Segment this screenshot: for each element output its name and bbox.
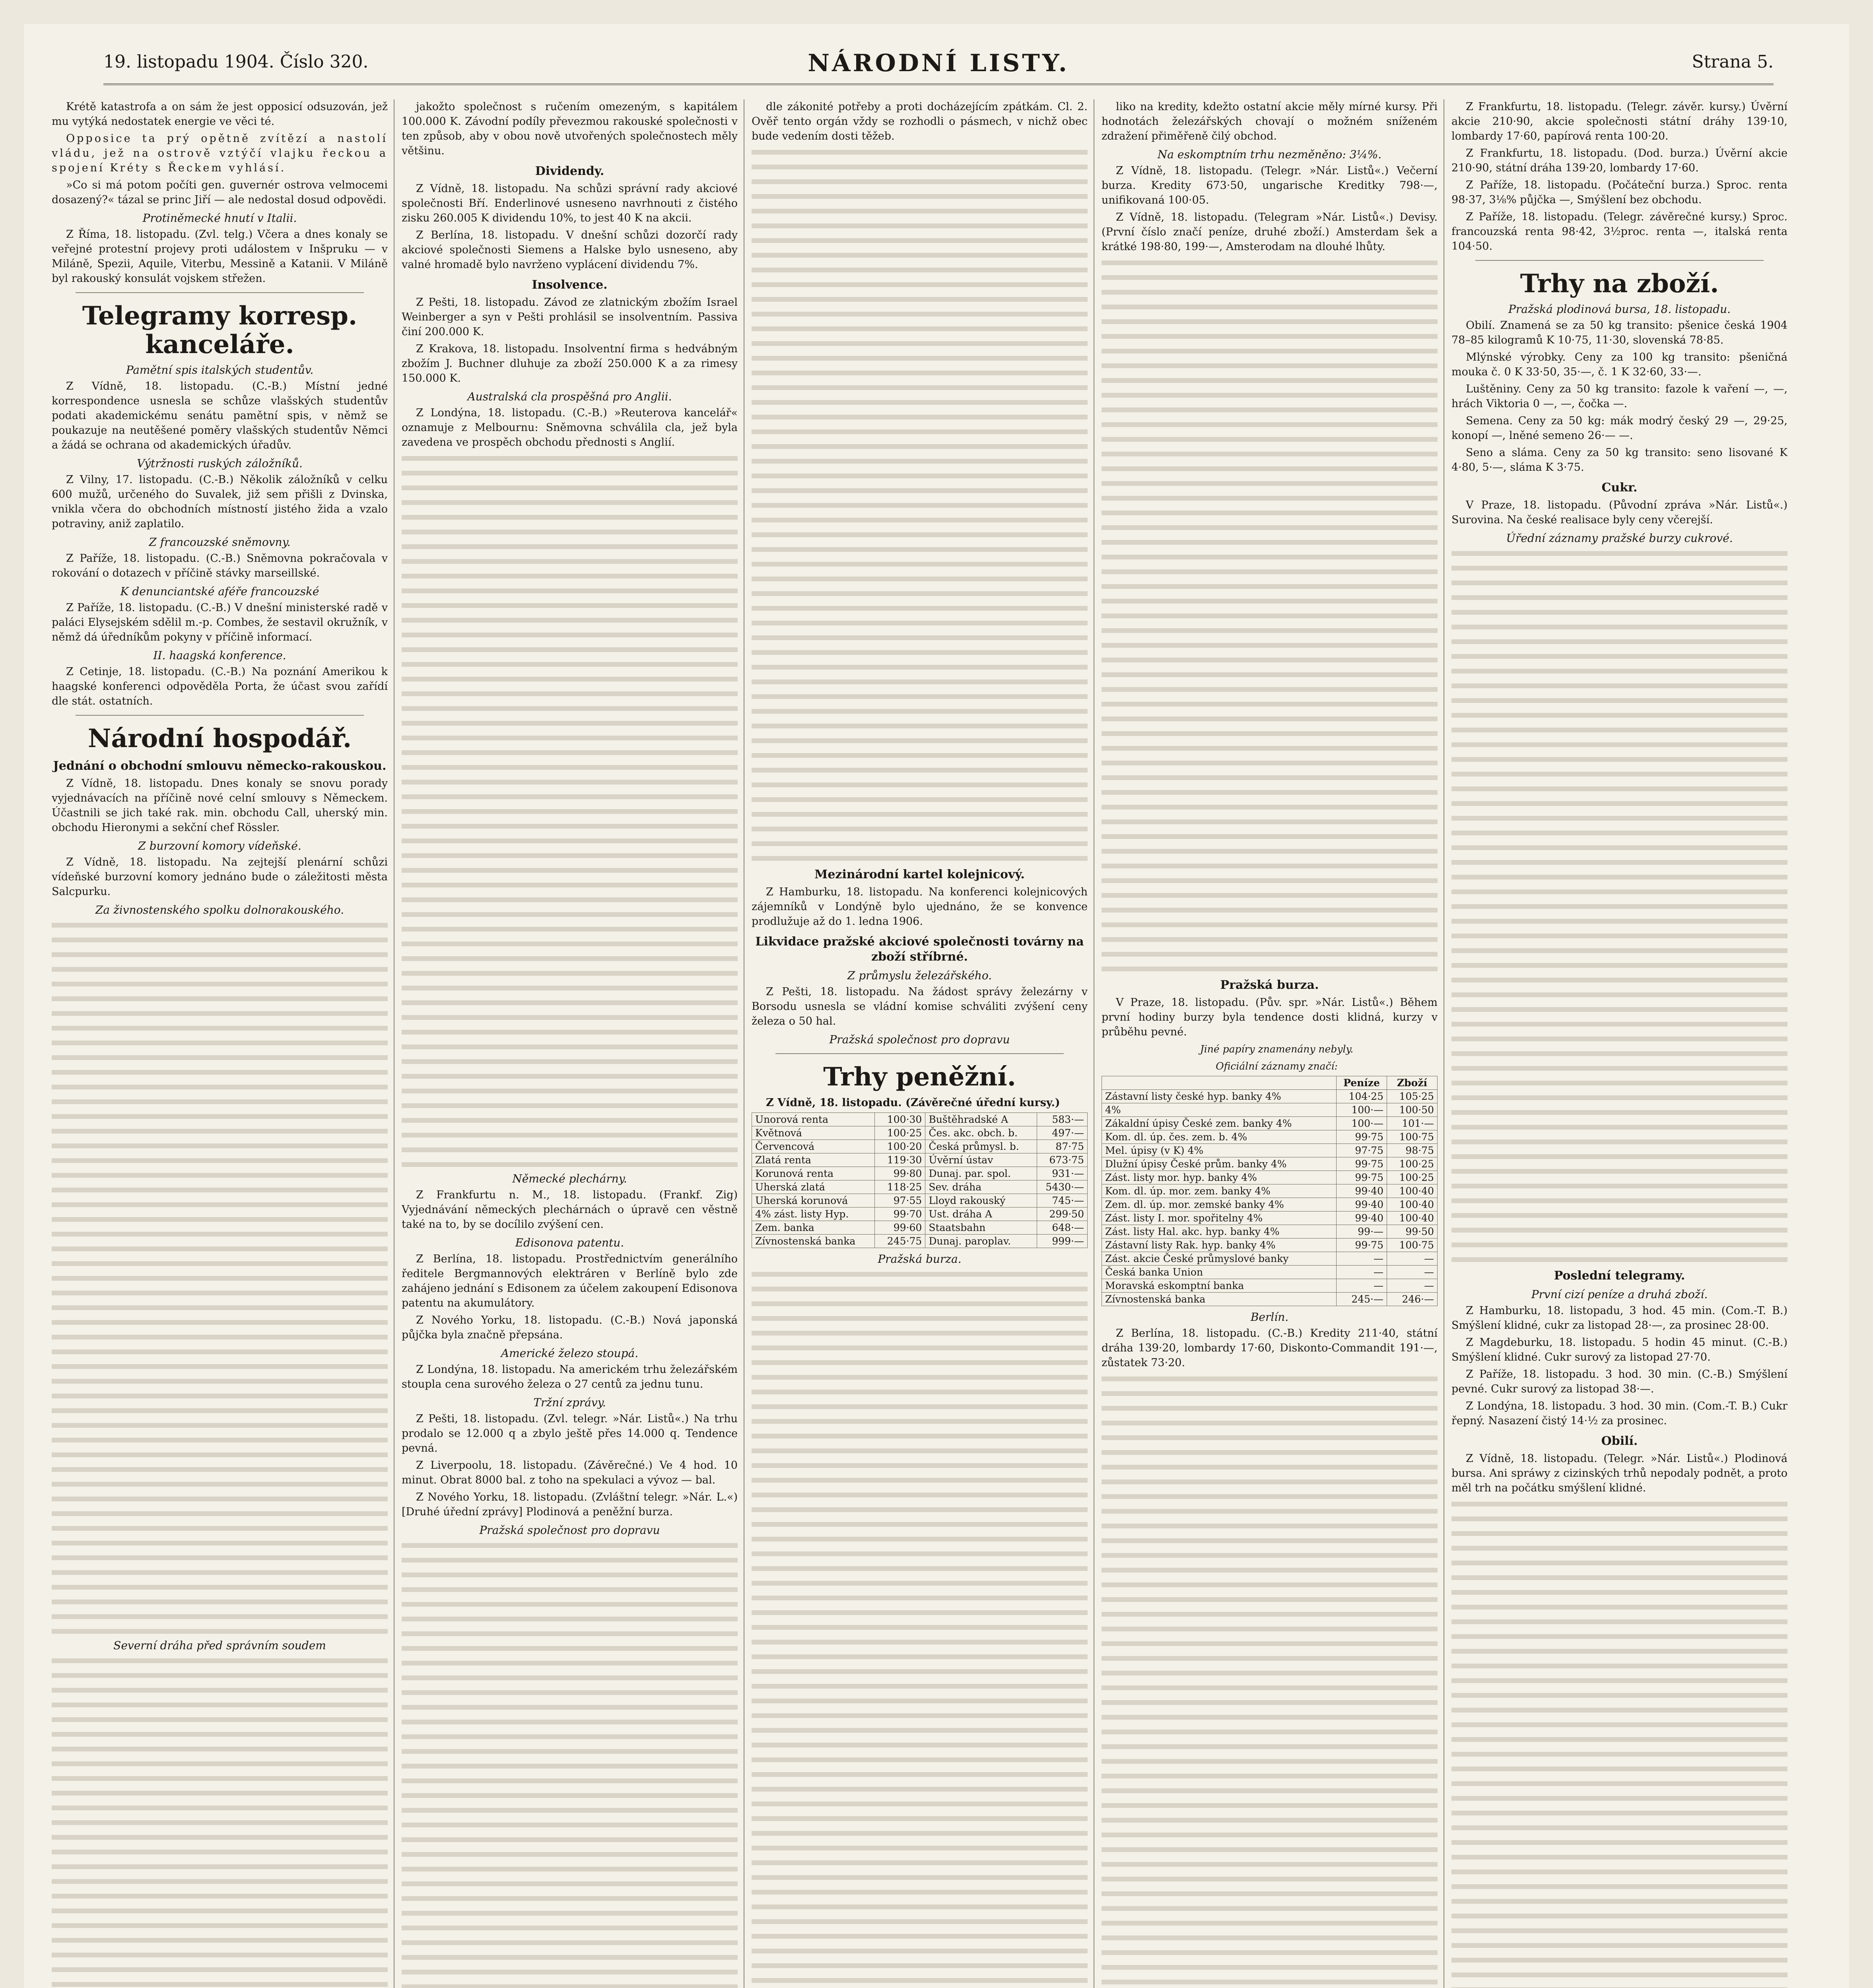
- table-cell: 99·40: [1337, 1184, 1387, 1198]
- table-header: Zboží: [1387, 1076, 1438, 1090]
- vienna-rates-table: [752, 1112, 1088, 1248]
- table-row: [752, 1194, 1088, 1208]
- article-text: »Co si má potom počíti gen. guvernér ostrova velmocemi dosazený?« tázal se princ Jiří — ale nedostal dosud odpovědi.: [52, 179, 388, 206]
- divider: [76, 715, 364, 716]
- article-text: Z Londýna, 18. listopadu. 3 hod. 30 min. (Com.-T. B.) Cukr řepný. Nasazení čistý 14·½ za prosinec.: [1451, 1400, 1788, 1427]
- newspaper-page: [24, 24, 1849, 1988]
- section-heading: K denunciantské aféře francouzské: [120, 585, 319, 598]
- section-heading: Protiněmecké hnutí v Italii.: [142, 212, 297, 225]
- table-cell: 583·—: [1037, 1113, 1088, 1126]
- table-cell: Květnová: [752, 1126, 875, 1140]
- article-text: Z Vilny, 17. listopadu. (C.-B.) Několik záložníků v celku 600 mužů, určeného do Suvalek, již sem přišli z Dvinska, vnikla včera do obchodních místností jistého žida a vzalo potraviny, aniž zaplatilo.: [52, 474, 388, 530]
- article-text: Z Hamburku, 18. listopadu, 3 hod. 45 min. (Com.-T. B.) Smýšlení klidné, cukr za listopad 28·—, za prosinec 28·00.: [1451, 1305, 1788, 1332]
- divider: [76, 292, 364, 293]
- table-row: [752, 1167, 1088, 1180]
- table-row: [1102, 1198, 1438, 1211]
- article-text: Z Frankfurtu, 18. listopadu. (Dod. burza.) Úvěrní akcie 210·90, státní dráha 139·20, lombardy 17·60.: [1451, 147, 1788, 174]
- text-block: [1451, 1498, 1788, 1988]
- table-cell: Česká průmysl. b.: [925, 1140, 1037, 1153]
- article-text: Z Magdeburku, 18. listopadu. 5 hodin 45 minut. (C.-B.) Smýšlení klidné. Cukr surový za listopad 27·70.: [1451, 1336, 1788, 1363]
- table-cell: 99·75: [1337, 1157, 1387, 1171]
- section-heading: Pražská burza.: [1220, 978, 1319, 992]
- article-text: Z Vídně, 18. listopadu. (Telegr. »Nár. Listů«.) Večerní burza. Kredity 673·50, ungarische Kreditky 798·—, unifikovaná 100·05.: [1102, 165, 1438, 206]
- table-row: [752, 1235, 1088, 1248]
- table-cell: Červencová: [752, 1140, 875, 1153]
- table-cell: Zívnostenská banka: [1102, 1293, 1337, 1306]
- article-text: Z Londýna, 18. listopadu. Na americkém trhu železářském stoupla cena surového železa o 27 centů za jednu tunu.: [402, 1363, 738, 1390]
- table-cell: 99·40: [1337, 1211, 1387, 1225]
- article-text: Z Paříže, 18. listopadu. (C.-B.) Sněmovna pokračovala v rokování o dotazech v příčině stávky marseillské.: [52, 552, 388, 579]
- table-row: [1102, 1184, 1438, 1198]
- article-text: Z Liverpoolu, 18. listopadu. (Závěrečné.) Ve 4 hod. 10 minut. Obrat 8000 bal. z toho na spekulaci a vývoz — bal.: [402, 1459, 738, 1486]
- table-cell: 97·75: [1337, 1144, 1387, 1157]
- table-cell: Zástavní listy Rak. hyp. banky 4%: [1102, 1239, 1337, 1252]
- table-cell: 99·40: [1337, 1198, 1387, 1211]
- table-cell: Zem. banka: [752, 1221, 875, 1235]
- article-text: Z Vídně, 18. listopadu. (Telegr. »Nár. Listů«.) Plodinová bursa. Ani spráwy z cizinských trhů nepodaly podnět, a proto měl trh na počátku smýšlení klidné.: [1451, 1452, 1788, 1494]
- table-row: [1102, 1279, 1438, 1293]
- table-cell: Zást. listy I. mor. spořitelny 4%: [1102, 1211, 1337, 1225]
- table-cell: 100·—: [1337, 1117, 1387, 1130]
- section-heading: Insolvence.: [532, 278, 608, 292]
- table-row: [1102, 1293, 1438, 1306]
- table-cell: Zívnostenská banka: [752, 1235, 875, 1248]
- table-cell: 931·—: [1037, 1167, 1088, 1180]
- table-cell: Ust. dráha A: [925, 1208, 1037, 1221]
- article-text: liko na kredity, kdežto ostatní akcie měly mírné kursy. Při hodnotách železářských chovají o možném sníženém zdražení přiměřeně čilý obchod.: [1102, 101, 1438, 142]
- column-5: [1451, 99, 1788, 1988]
- table-cell: 5430·—: [1037, 1180, 1088, 1194]
- article-text: Z Hamburku, 18. listopadu. Na konferenci kolejnicových zájemníků v Londýně bylo ujednáno, že se konvence prodlužuje až do 1. ledna 1906.: [752, 886, 1088, 928]
- section-heading: Úřední záznamy pražské burzy cukrové.: [1506, 532, 1733, 545]
- table-row: [1102, 1090, 1438, 1103]
- table-cell: 99·75: [1337, 1239, 1387, 1252]
- section-heading: Z burzovní komory vídeňské.: [138, 839, 301, 852]
- section-heading: Cukr.: [1601, 481, 1638, 495]
- table-cell: Buštěhradské A: [925, 1113, 1037, 1126]
- table-cell: 100·25: [875, 1126, 925, 1140]
- table-cell: Zást. listy mor. hyp. banky 4%: [1102, 1171, 1337, 1184]
- table-cell: Zást. akcie České průmyslové banky: [1102, 1252, 1337, 1266]
- table-cell: —: [1387, 1252, 1438, 1266]
- table-cell: 100·25: [1387, 1157, 1438, 1171]
- section-heading: Na eskomptním trhu nezměněno: 3¼%.: [1157, 148, 1382, 161]
- table-cell: 105·25: [1387, 1090, 1438, 1103]
- divider: [1475, 260, 1764, 261]
- table-cell: 100·40: [1387, 1184, 1438, 1198]
- column-2: [402, 99, 738, 1988]
- table-cell: 99·60: [875, 1221, 925, 1235]
- article-text: Z Paříže, 18. listopadu. (Telegr. závěrečné kursy.) Sproc. francouzská renta 98·42, 3½proc. renta —, italská renta 104·50.: [1451, 211, 1788, 252]
- article-text: Krétě katastrofa a on sám že jest opposicí odsuzován, jež mu vytýká nedostatek energie ve věci té.: [52, 101, 388, 128]
- table-cell: 246·—: [1387, 1293, 1438, 1306]
- table-row: [1102, 1171, 1438, 1184]
- article-text: Obilí. Znamená se za 50 kg transito: pšenice česká 1904 78–85 kilogramů K 10·75, 11·30, slovenská 78·85.: [1451, 319, 1788, 346]
- article-text: Z Paříže, 18. listopadu. (C.-B.) V dnešní ministerské radě v paláci Elysejském sdělil m.-p. Combes, že sestavil okružník, v němž dá úředníkům pokyny v příčině informací.: [52, 602, 388, 643]
- note-text: Oficiální záznamy značí:: [1216, 1060, 1338, 1072]
- table-cell: 497·—: [1037, 1126, 1088, 1140]
- section-heading: Obilí.: [1601, 1434, 1638, 1448]
- table-cell: Zástavní listy české hyp. banky 4%: [1102, 1090, 1337, 1103]
- table-cell: 118·25: [875, 1180, 925, 1194]
- article-text: Z Paříže, 18. listopadu. (Počáteční burza.) Sproc. renta 98·37, 3⅛% půjčka —, Smýšlení bez obchodu.: [1451, 179, 1788, 206]
- table-cell: —: [1337, 1279, 1387, 1293]
- article-text: Z Vídně, 18. listopadu. Dnes konaly se snovu porady vyjednávacích na příčině nové celní smlouvy s Německem. Účastnili se jich také rak. min. obchodu Call, uherský min. obchodu Hieronymi a sekční chef Rössler.: [52, 777, 388, 834]
- table-cell: Unorová renta: [752, 1113, 875, 1126]
- table-cell: Staatsbahn: [925, 1221, 1037, 1235]
- section-heading: Americké železo stoupá.: [501, 1347, 639, 1360]
- table-cell: 99·75: [1337, 1171, 1387, 1184]
- column-1: [52, 99, 388, 1988]
- section-heading: Dividendy.: [535, 164, 604, 178]
- table-cell: 99·75: [1337, 1130, 1387, 1144]
- section-heading: Australská cla prospěšná pro Anglii.: [467, 390, 672, 403]
- section-title: Trhy na zboží.: [1520, 269, 1719, 299]
- table-cell: Zást. listy Hal. akc. hyp. banky 4%: [1102, 1225, 1337, 1239]
- article-text: Mlýnské výrobky. Ceny za 100 kg transito: pšeničná mouka č. 0 K 33·50, 35·—, č. 1 K 32·60, 33·—.: [1451, 351, 1788, 378]
- table-cell: Zákaldní úpisy České zem. banky 4%: [1102, 1117, 1337, 1130]
- note-text: Jiné papíry znamenány nebyly.: [1200, 1043, 1354, 1055]
- table-cell: 119·30: [875, 1153, 925, 1167]
- table-cell: Zlatá renta: [752, 1153, 875, 1167]
- section-heading: Pražská společnost pro dopravu: [479, 1524, 660, 1537]
- page-number: Strana 5.: [1692, 52, 1774, 72]
- section-heading: Výtržnosti ruských záložníků.: [137, 457, 303, 470]
- table-cell: Uherská zlatá: [752, 1180, 875, 1194]
- section-heading: Mezinárodní kartel kolejnicový.: [814, 868, 1025, 881]
- table-cell: 87·75: [1037, 1140, 1088, 1153]
- section-title: Trhy peněžní.: [823, 1062, 1016, 1092]
- section-heading: Pamětní spis italských studentův.: [126, 363, 314, 377]
- article-text: Z Pešti, 18. listopadu. Závod ze zlatnickým zbožím Israel Weinberger a syn v Pešti prohlásil se insolventním. Passiva činí 200.000 K.: [402, 296, 738, 338]
- table-cell: Dunaj. paroplav.: [925, 1235, 1037, 1248]
- table-cell: Korunová renta: [752, 1167, 875, 1180]
- table-cell: 245·75: [875, 1235, 925, 1248]
- table-cell: Moravská eskomptní banka: [1102, 1279, 1337, 1293]
- table-row: [752, 1126, 1088, 1140]
- table-row: [1102, 1239, 1438, 1252]
- table-cell: 100·40: [1387, 1211, 1438, 1225]
- article-text: Z Nového Yorku, 18. listopadu. (Zvláštní telegr. »Nár. L.«) [Druhé úřední zprávy] Plodinová a peněžní burza.: [402, 1491, 738, 1518]
- section-heading: II. haagská konference.: [153, 649, 286, 662]
- article-text: Z Paříže, 18. listopadu. 3 hod. 30 min. (C.-B.) Smýšlení pevné. Cukr surový za listopad 38·—.: [1451, 1368, 1788, 1395]
- table-cell: 648·—: [1037, 1221, 1088, 1235]
- table-cell: Úvěrní ústav: [925, 1153, 1037, 1167]
- table-row: [752, 1180, 1088, 1194]
- table-cell: 245·—: [1337, 1293, 1387, 1306]
- text-block: [402, 1539, 738, 1988]
- article-text: Semena. Ceny za 50 kg: mák modrý český 29 —, 29·25, konopí —, lněné semeno 26·— —.: [1451, 415, 1788, 442]
- article-text: Z Berlína, 18. listopadu. V dnešní schůzi dozorčí rady akciové společnosti Siemens a Halske bylo usneseno, aby valné hromadě bylo navrženo vyplácení dividendu 7%.: [402, 229, 738, 271]
- article-text: Seno a sláma. Ceny za 50 kg transito: seno lisované K 4·80, 5·—, sláma K 3·75.: [1451, 447, 1788, 474]
- text-block: [1102, 256, 1438, 972]
- table-cell: 4%: [1102, 1103, 1337, 1117]
- table-cell: 100·75: [1387, 1130, 1438, 1144]
- table-cell: 673·75: [1037, 1153, 1088, 1167]
- text-block: [1451, 547, 1788, 1263]
- table-row: [752, 1221, 1088, 1235]
- table-header: [1102, 1076, 1337, 1090]
- table-row: [752, 1140, 1088, 1153]
- table-cell: 100·20: [875, 1140, 925, 1153]
- text-block: [402, 452, 738, 1168]
- text-block: [1102, 1373, 1438, 1988]
- table-cell: —: [1387, 1266, 1438, 1279]
- section-heading: Z francouzské sněmovny.: [149, 536, 291, 549]
- table-cell: 4% zást. listy Hyp.: [752, 1208, 875, 1221]
- article-text: Z Vídně, 18. listopadu. (Závěrečné úřední kursy.): [766, 1097, 1060, 1109]
- table-cell: 98·75: [1387, 1144, 1438, 1157]
- table-cell: Sev. dráha: [925, 1180, 1037, 1194]
- section-heading: Německé plechárny.: [512, 1172, 627, 1185]
- section-heading: Pražská plodinová bursa, 18. listopadu.: [1508, 303, 1731, 316]
- table-row: [1102, 1144, 1438, 1157]
- article-text: Z Vídně, 18. listopadu. (Telegram »Nár. Listů«.) Devisy. (První číslo značí peníze, druhé zboží.) Amsterdam šek a krátké 198·80, 199·—, Amsterodam na dlouhé lhůty.: [1102, 211, 1438, 253]
- table-cell: 99·70: [875, 1208, 925, 1221]
- table-cell: 299·50: [1037, 1208, 1088, 1221]
- article-text: Opposice ta prý opětně zvítězí a nastolí vládu, jež na ostrově vztýčí vlajku řeckou a spojení Kréty s Řeckem vyhlásí.: [52, 132, 388, 174]
- table-cell: Kom. dl. úp. čes. zem. b. 4%: [1102, 1130, 1337, 1144]
- text-block: [752, 146, 1088, 862]
- section-title: Národní hospodář.: [87, 724, 352, 753]
- table-cell: Mel. úpisy (v K) 4%: [1102, 1144, 1337, 1157]
- divider: [775, 1053, 1064, 1054]
- article-text: Luštěniny. Ceny za 50 kg transito: fazole k vaření —, —, hrách Viktoria 0 —, —, čočka —.: [1451, 383, 1788, 410]
- table-cell: —: [1337, 1252, 1387, 1266]
- article-text: Z Berlína, 18. listopadu. Prostřednictvím generálního ředitele Bergmannových elektráren v Berlíně bylo zde zahájeno jednání s Edisonem za účelem zakoupení Edisonova patentu na akumulátory.: [402, 1253, 738, 1309]
- article-text: Z Pešti, 18. listopadu. (Zvl. telegr. »Nár. Listů«.) Na trhu prodalo se 12.000 q a zbylo ještě přes 14.000 q. Tendence pevná.: [402, 1413, 738, 1454]
- table-row: [752, 1208, 1088, 1221]
- article-text: dle zákonité potřeby a proti docházejícím zpátkám. Cl. 2. Ověř tento orgán vždy se rozhodli o pásmech, v nichž obec bude vedením dosti těžeb.: [752, 101, 1088, 142]
- section-heading: Pražská společnost pro dopravu: [829, 1033, 1010, 1046]
- article-text: V Praze, 18. listopadu. (Původní zpráva »Nár. Listů«.) Surovina. Na české realisace byly ceny včerejší.: [1451, 499, 1788, 526]
- table-cell: 99·50: [1387, 1225, 1438, 1239]
- table-header: Peníze: [1337, 1076, 1387, 1090]
- table-cell: 99·—: [1337, 1225, 1387, 1239]
- table-cell: 100·75: [1387, 1239, 1438, 1252]
- section-heading: Likvidace pražské akciové společnosti továrny na zboží stříbrné.: [755, 935, 1084, 964]
- text-block: [752, 1268, 1088, 1988]
- section-heading: Edisonova patentu.: [515, 1236, 624, 1249]
- table-cell: 100·30: [875, 1113, 925, 1126]
- section-heading: Za živnostenského spolku dolnorakouského.: [95, 903, 344, 916]
- table-cell: —: [1337, 1266, 1387, 1279]
- column-4: [1102, 99, 1438, 1988]
- table-cell: Lloyd rakouský: [925, 1194, 1037, 1208]
- text-block: [52, 919, 388, 1635]
- section-heading: Jednání o obchodní smlouvu německo-rakouskou.: [53, 759, 387, 773]
- article-text: jakožto společnost s ručením omezeným, s kapitálem 100.000 K. Závodní podíly převezmou rakouské společnosti v ten způsob, aby v obou nově utvořených společnostech měly většinu.: [402, 101, 738, 157]
- table-cell: Zem. dl. úp. mor. zemské banky 4%: [1102, 1198, 1337, 1211]
- table-row: [1102, 1157, 1438, 1171]
- table-cell: 100·40: [1387, 1198, 1438, 1211]
- table-row: [1102, 1117, 1438, 1130]
- table-row: [1102, 1211, 1438, 1225]
- table-row: [1102, 1225, 1438, 1239]
- table-cell: 999·—: [1037, 1235, 1088, 1248]
- article-text: Z Nového Yorku, 18. listopadu. (C.-B.) Nová japonská půjčka byla značně přepsána.: [402, 1314, 738, 1341]
- section-heading: Tržní zprávy.: [533, 1396, 606, 1409]
- table-cell: Uherská korunová: [752, 1194, 875, 1208]
- table-cell: 99·80: [875, 1167, 925, 1180]
- article-text: Z Londýna, 18. listopadu. (C.-B.) »Reuterova kancelář« oznamuje z Melbournu: Sněmovna schválila cla, jež byla zavedena ve prospěch obchodu přednosti s Anglií.: [402, 407, 738, 448]
- table-cell: 104·25: [1337, 1090, 1387, 1103]
- section-heading: Berlín.: [1250, 1310, 1289, 1324]
- article-text: Z Frankfurtu n. M., 18. listopadu. (Frankf. Zig) Vyjednávání německých plechárnách o úpravě cen věstně také na to, by se docílilo zvýšení cen.: [402, 1189, 738, 1231]
- column-3: [752, 99, 1088, 1988]
- table-cell: 101·—: [1387, 1117, 1438, 1130]
- table-row: [1102, 1103, 1438, 1117]
- section-heading: První cizí peníze a druhá zboží.: [1531, 1288, 1708, 1301]
- section-heading: Poslední telegramy.: [1554, 1269, 1685, 1283]
- issue-date: 19. listopadu 1904. Číslo 320.: [103, 52, 369, 72]
- table-cell: —: [1387, 1279, 1438, 1293]
- section-heading: Severní dráha před správním soudem: [113, 1639, 326, 1652]
- section-heading: Pražská burza.: [878, 1252, 962, 1266]
- section-title: Telegramy korresp. kanceláře.: [82, 301, 358, 359]
- section-heading: Z průmyslu železářského.: [847, 969, 992, 982]
- article-text: Z Vídně, 18. listopadu. (C.-B.) Místní jedné korrespondence usnesla se schůze vlašských studentův podati akademickému senátu pamětní spis, v němž se poukazuje na neutěšené poměry vlašských studentův Němci a žádá se ochrana od akademických úřadův.: [52, 380, 388, 451]
- table-cell: Čes. akc. obch. b.: [925, 1126, 1037, 1140]
- table-row: [1102, 1266, 1438, 1279]
- article-text: V Praze, 18. listopadu. (Pův. spr. »Nár. Listů«.) Během první hodiny burzy byla tendence dosti klidná, kurzy v průběhu pevné.: [1102, 996, 1438, 1038]
- article-text: Z Vídně, 18. listopadu. Na schůzi správní rady akciové společnosti Bří. Enderlinové usneseno navrhnouti z čistého zisku 260.005 K dividendu 10%, to jest 40 K na akcii.: [402, 182, 738, 224]
- table-row: [752, 1153, 1088, 1167]
- newspaper-title: NÁRODNÍ LISTY.: [808, 49, 1069, 77]
- table-cell: 100·—: [1337, 1103, 1387, 1117]
- table-cell: 100·25: [1387, 1171, 1438, 1184]
- table-row: [752, 1113, 1088, 1126]
- table-row: [1102, 1130, 1438, 1144]
- article-text: Z Pešti, 18. listopadu. Na žádost správy železárny v Borsodu usnesla se vládní komise schváliti zvýšení ceny železa o 50 hal.: [752, 986, 1088, 1027]
- article-text: Z Frankfurtu, 18. listopadu. (Telegr. závěr. kursy.) Úvěrní akcie 210·90, akcie společnosti státní dráhy 139·10, lombardy 17·60, papírová renta 100·20.: [1451, 101, 1788, 142]
- article-text: Z Cetinje, 18. listopadu. (C.-B.) Na poznání Amerikou k haagské konferenci odpověděla Porta, že účast svou zařídí dle stát. ostatních.: [52, 666, 388, 707]
- article-text: Z Vídně, 18. listopadu. Na zejtejší plenární schůzi vídeňské burzovní komory jednáno bude o záležitosti města Salcpurku.: [52, 856, 388, 898]
- text-block: [52, 1654, 388, 1988]
- article-text: Z Říma, 18. listopadu. (Zvl. telg.) Včera a dnes konaly se veřejné protestní projevy proti událostem v Inšpruku — v Miláně, Spezii, Aquile, Viterbu, Messině a Katanii. V Miláně byl rakouský konsulát vojskem střežen.: [52, 228, 388, 285]
- table-cell: Dlužní úpisy České prům. banky 4%: [1102, 1157, 1337, 1171]
- table-cell: Česká banka Union: [1102, 1266, 1337, 1279]
- article-text: Z Berlína, 18. listopadu. (C.-B.) Kredity 211·40, státní dráha 139·20, lombardy 17·60, Diskonto-Commandit 191·—, zůstatek 73·20.: [1102, 1327, 1438, 1369]
- prague-rates-table: [1102, 1076, 1438, 1306]
- table-cell: 97·55: [875, 1194, 925, 1208]
- table-header-row: [1102, 1076, 1438, 1090]
- table-row: [1102, 1252, 1438, 1266]
- table-cell: Kom. dl. úp. mor. zem. banky 4%: [1102, 1184, 1337, 1198]
- table-cell: Dunaj. par. spol.: [925, 1167, 1037, 1180]
- table-cell: 745·—: [1037, 1194, 1088, 1208]
- article-text: Z Krakova, 18. listopadu. Insolventní firma s hedvábným zbožím J. Buchner dluhuje za zboží 250.000 K a za rimesy 150.000 K.: [402, 343, 738, 384]
- table-cell: 100·50: [1387, 1103, 1438, 1117]
- masthead: [103, 48, 1774, 85]
